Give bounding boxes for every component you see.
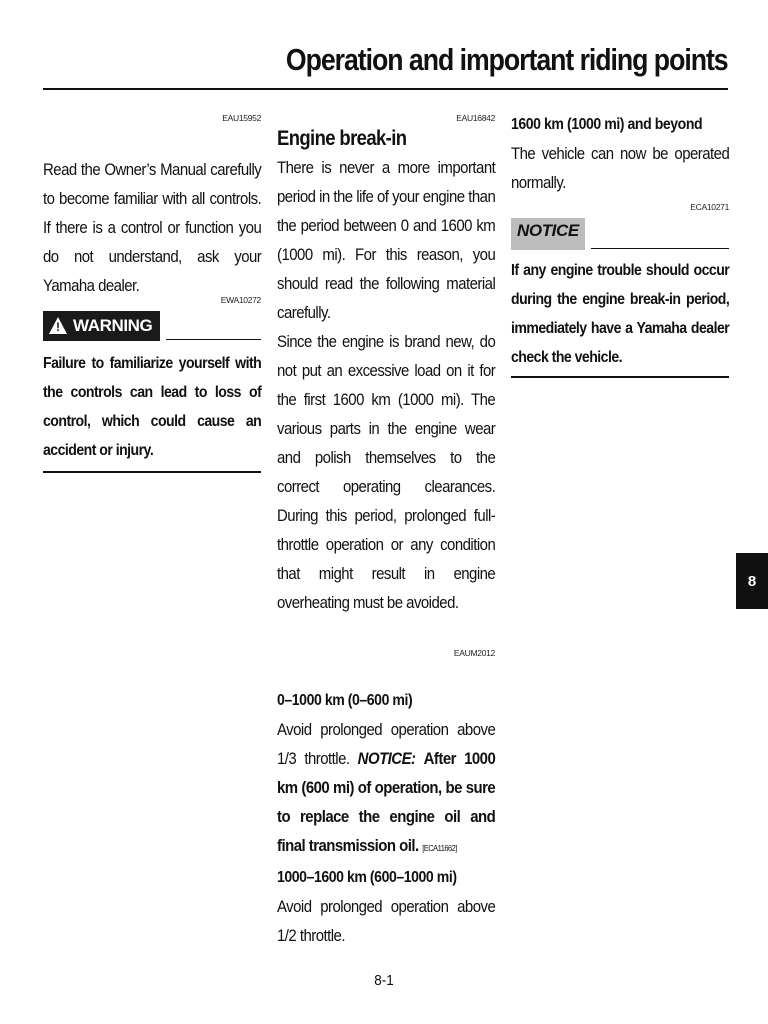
subsection-text [277, 715, 495, 863]
notice-text: If any engine trouble should occur during the engine break-in period, immediately have a Yamaha dealer check the vehicle. [511, 262, 730, 366]
subsection-text-plain: Avoid prolonged operation above 1/3 throttle. [277, 720, 496, 768]
page-number: 8-1 [374, 972, 394, 989]
subsection-text: The vehicle can now be operated normally. [511, 144, 730, 192]
warning-triangle-icon: ! [49, 317, 67, 334]
subsection-heading: 1600 km (1000 mi) and beyond [511, 116, 703, 133]
warning-header [43, 311, 261, 341]
breakin-paragraph-2: Since the engine is brand new, do not put an excessive load on it for the first 1600 km (1000 mi). The various parts in the engine wear and polish themselves to the correct operating clearances. During this period, prolonged full-throttle operation or any condition that might result in engine overheating must be avoided. [277, 332, 496, 612]
column-right [511, 100, 729, 378]
warning-badge [43, 311, 160, 341]
notice-inline-label: NOTICE: [357, 749, 416, 768]
notice-end-rule [511, 376, 729, 378]
subsection-text: Avoid prolonged operation above 1/2 throttle. [277, 897, 496, 945]
notice-badge: NOTICE [511, 218, 585, 250]
chapter-tab: 8 [736, 553, 768, 609]
warning-rule [166, 339, 261, 341]
column-left [43, 100, 261, 473]
warning-label: WARNING [73, 315, 153, 335]
page-title: Operation and important riding points [286, 42, 728, 77]
section-heading: Engine break-in [277, 127, 407, 150]
warning-end-rule [43, 471, 261, 473]
intro-paragraph: Read the Owner’s Manual carefully to become familiar with all controls. If there is a control or function you do not understand, ask your Yamaha dealer. [43, 160, 262, 295]
reference-code: [ECA11662] [422, 843, 457, 853]
reference-code: EWA10272 [220, 295, 261, 305]
breakin-paragraph-1: There is never a more important period in the life of your engine than the period between 0 and 1600 km (1000 mi). For this reason, you should read the following material carefully. [277, 158, 496, 322]
reference-code: EAUM2012 [453, 648, 495, 658]
reference-code: EAU15952 [222, 113, 261, 123]
reference-code: ECA10271 [690, 202, 729, 212]
subsection-heading: 1000–1600 km (600–1000 mi) [277, 869, 457, 886]
warning-text: Failure to familiarize yourself with the controls can lead to loss of control, which could cause an accident or injury. [43, 355, 262, 459]
notice-header [511, 218, 729, 250]
column-middle [277, 100, 495, 950]
reference-code: EAU16842 [456, 113, 495, 123]
notice-inline-text: After 1000 km (600 mi) of operation, be sure to replace the engine oil and final transmission oil. [277, 749, 496, 855]
title-divider [43, 88, 728, 90]
notice-rule [591, 248, 729, 250]
subsection-heading: 0–1000 km (0–600 mi) [277, 692, 413, 709]
